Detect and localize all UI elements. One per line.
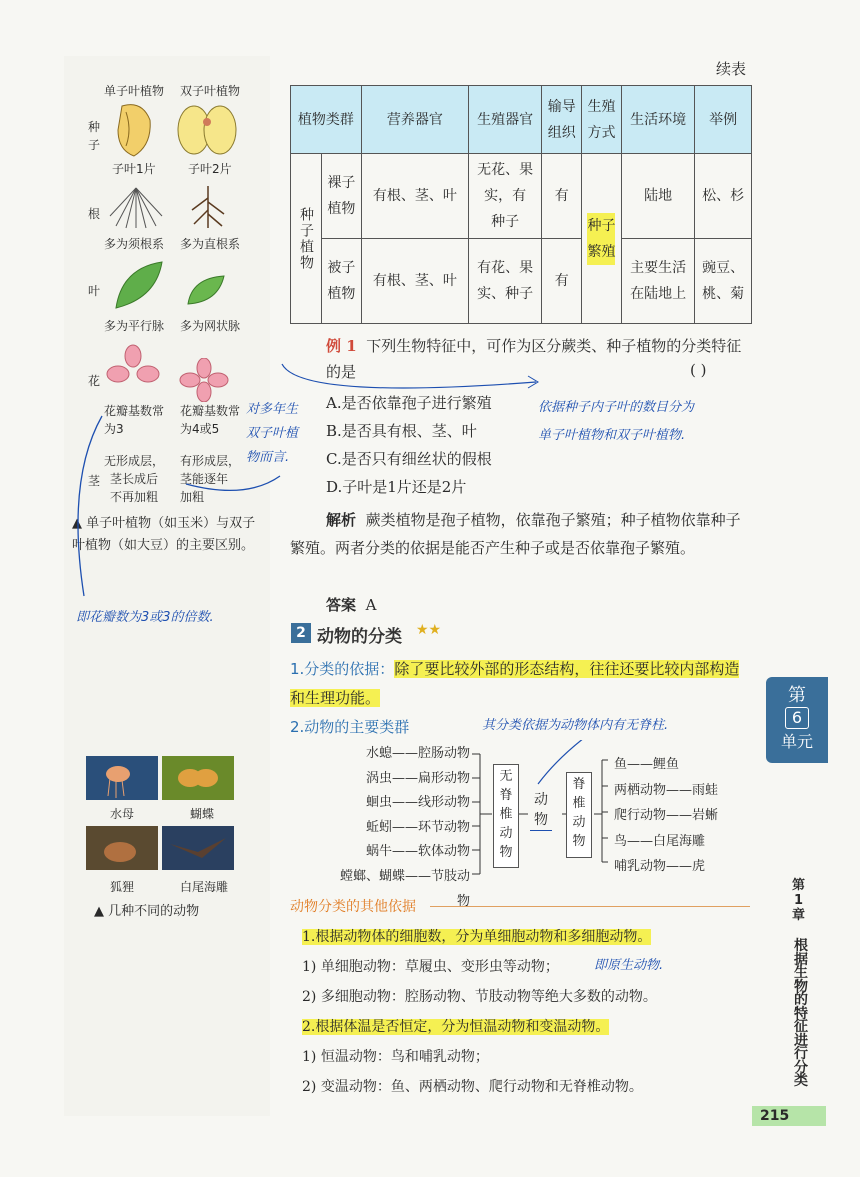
row-angiosperm-env: 主要生活 在陆地上: [621, 239, 694, 324]
group-seed-plants: 种子植物: [291, 154, 322, 324]
th-vegetative: 营养器官: [361, 86, 468, 154]
example-label: 例 1: [326, 337, 357, 355]
basis-label: 1.分类的依据：: [290, 660, 395, 678]
other-line-2: 1) 单细胞动物：草履虫、变形虫等动物；: [302, 959, 559, 975]
monocot-seed-illustration: [112, 100, 156, 158]
answer-value: A: [365, 596, 377, 614]
invertebrate-box: 无 脊 椎 动 物: [493, 764, 519, 868]
jellyfish-label: 水母: [110, 807, 135, 821]
basis-text: 除了要比较外部的形态结构，往往还要比较内部构造和生理功能。: [290, 660, 740, 707]
plant-classification-table: [290, 85, 752, 324]
leaf-monocot: 多为平行脉: [104, 319, 165, 333]
four-petal-flower-illustration: [178, 358, 230, 402]
root-monocot: 多为须根系: [104, 237, 165, 251]
row-root: 根: [88, 207, 101, 221]
stem-dicot: 有形成层， 茎能逐年 加粗: [180, 454, 241, 504]
other-line-4: [302, 1016, 609, 1036]
inv-item-3: 蚯蚓——环节动物: [365, 819, 470, 835]
dicot-seed-illustration: [176, 102, 238, 156]
handwritten-protozoa-note: 即原生动物.: [594, 958, 664, 973]
jellyfish-photo: [86, 756, 158, 800]
handwritten-perennial-note: 对多年生 双子叶植 物而言.: [246, 402, 299, 465]
vert-item-0: 鱼——鲤鱼: [614, 757, 680, 772]
net-vein-leaf-illustration: [186, 272, 226, 308]
example-question-text: 下列生物特征中，可作为区分蕨类、种子植物的分类特征的是: [326, 337, 742, 381]
unit-tab-top: 第: [788, 685, 806, 706]
section-title: 动物的分类: [317, 627, 402, 647]
butterfly-photo: [162, 756, 234, 800]
root-dicot: 多为直根系: [180, 237, 241, 251]
answer: [326, 594, 376, 615]
other-basis-rule: [430, 906, 750, 907]
repro-method-text: 种子 繁殖: [587, 213, 615, 265]
vert-item-4: 哺乳动物——虎: [614, 859, 706, 874]
unit-tab: [766, 677, 828, 763]
th-repro-method: 生殖 方式: [582, 86, 622, 154]
row-angiosperm-conduct: 有: [542, 239, 582, 324]
other-line-1-text: 1.根据动物体的细胞数，分为单细胞动物和多细胞动物。: [302, 929, 652, 945]
col-dicot: 双子叶植物: [180, 84, 241, 98]
other-basis-title: 动物分类的其他依据: [290, 899, 416, 915]
animal-root: 动 物: [530, 790, 552, 831]
fibrous-root-illustration: [106, 186, 166, 230]
importance-stars: ★★: [416, 622, 442, 638]
other-line-3: 2) 多细胞动物：腔肠动物、节肢动物等绝大多数的动物。: [302, 989, 657, 1005]
sidebar-caption: ▲ 单子叶植物（如玉米）与双子叶植物（如大豆）的主要区别。: [72, 516, 256, 553]
th-conductive: 输导 组织: [542, 86, 582, 154]
option-b: B.是否具有根、茎、叶: [326, 422, 477, 440]
row-gymnosperm-repro: 无花、果 实，有 种子: [468, 154, 541, 239]
vert-item-1: 两栖动物——雨蛙: [614, 782, 719, 798]
annotation-arrows: [66, 400, 286, 610]
seed-monocot: 子叶1片: [112, 162, 156, 176]
inv-item-4: 蜗牛——软体动物: [365, 844, 470, 860]
other-line-1: [302, 926, 651, 946]
row-leaf: 叶: [88, 284, 101, 298]
row-gymnosperm-veg: 有根、茎、叶: [361, 154, 468, 239]
other-line-6: 2) 变温动物：鱼、两栖动物、爬行动物和无脊椎动物。: [302, 1079, 643, 1095]
vert-item-2: 爬行动物——岩蜥: [614, 808, 719, 823]
row-gymnosperm-conduct: 有: [542, 154, 582, 239]
answer-paren: ( ): [690, 361, 707, 379]
option-c: C.是否只有细丝状的假根: [326, 450, 492, 468]
vertebrate-box: 脊 椎 动 物: [566, 772, 592, 858]
row-gymnosperm-name: 裸子 植物: [322, 154, 362, 239]
butterfly-label: 蝴蝶: [190, 807, 215, 821]
taproot-illustration: [180, 186, 236, 230]
unit-tab-bottom: 单元: [780, 732, 813, 751]
th-reproductive: 生殖器官: [468, 86, 541, 154]
inv-item-2: 蛔虫——线形动物: [365, 795, 470, 811]
col-monocot: 单子叶植物: [104, 84, 165, 98]
th-plant-group: 植物类群: [291, 86, 362, 154]
analysis: [290, 506, 752, 562]
fox-label: 狐狸: [110, 880, 135, 894]
other-line-4-text: 2.根据体温是否恒定，分为恒温动物和变温动物。: [302, 1019, 610, 1035]
inv-item-5: 螳螂、蝴蝶——节肢动物: [339, 868, 470, 909]
row-angiosperm-name: 被子 植物: [322, 239, 362, 324]
row-gymnosperm-ex: 松、杉: [695, 154, 752, 239]
option-a: A.是否依靠孢子进行繁殖: [326, 394, 492, 412]
page-number: 215: [752, 1106, 826, 1126]
stem-monocot: 无形成层， 茎长成后 不再加粗: [104, 454, 165, 504]
row-angiosperm-veg: 有根、茎、叶: [361, 239, 468, 324]
section-number: 2: [291, 623, 311, 643]
repro-method-cell: [582, 154, 622, 324]
row-gymnosperm-env: 陆地: [621, 154, 694, 239]
vert-item-3: 鸟——白尾海雕: [614, 833, 706, 849]
chapter-title: 根 据 生 物 的 特 征 进 行 分 类: [794, 938, 808, 1089]
photos-caption: ▲ 几种不同的动物: [94, 904, 200, 919]
classification-basis: [290, 655, 754, 713]
th-environment: 生活环境: [621, 86, 694, 154]
seed-dicot: 子叶2片: [188, 162, 232, 176]
eagle-photo: [162, 826, 234, 870]
handwritten-petal-note: 即花瓣数为3或3的倍数.: [76, 610, 214, 625]
groups-label: 2.动物的主要类群: [290, 718, 410, 736]
row-stem: 茎: [88, 474, 101, 488]
flower-monocot: 花瓣基数常 为3: [104, 404, 165, 436]
chapter-label: 第 1 章: [792, 878, 806, 923]
fox-photo: [86, 826, 158, 870]
th-example: 举例: [695, 86, 752, 154]
row-angiosperm-ex: 豌豆、 桃、菊: [695, 239, 752, 324]
inv-item-1: 涡虫——扁形动物: [365, 770, 470, 786]
parallel-vein-leaf-illustration: [112, 258, 166, 312]
invertebrate-list: [334, 742, 470, 914]
unit-tab-number: 6: [785, 707, 809, 729]
eagle-label: 白尾海雕: [180, 880, 229, 894]
analysis-label: 解析: [326, 511, 357, 529]
row-flower: 花: [88, 374, 101, 388]
vertebrate-list: [614, 752, 754, 880]
leaf-dicot: 多为网状脉: [180, 319, 241, 333]
handwritten-cotyledon-note: 依据种子内子叶的数目分为 单子叶植物和双子叶植物.: [538, 400, 695, 443]
answer-label: 答案: [326, 596, 357, 614]
row-seed: 种 子: [88, 120, 101, 152]
row-angiosperm-repro: 有花、果 实、种子: [468, 239, 541, 324]
other-line-5: 1) 恒温动物：鸟和哺乳动物；: [302, 1049, 489, 1065]
continued-label: 续表: [716, 60, 747, 78]
inv-item-0: 水螅——腔肠动物: [365, 746, 470, 761]
flower-dicot: 花瓣基数常 为4或5: [180, 404, 241, 436]
cotyledon-arrow: [280, 360, 550, 430]
option-d: D.子叶是1片还是2片: [326, 478, 467, 496]
three-petal-flower-illustration: [106, 344, 160, 384]
analysis-text: 蕨类植物是孢子植物，依靠孢子繁殖；种子植物依靠种子繁殖。两者分类的依据是能否产生种子或是否依靠孢子繁殖。: [290, 511, 741, 557]
handwritten-spine-note: 其分类依据为动物体内有无脊柱.: [482, 718, 669, 733]
